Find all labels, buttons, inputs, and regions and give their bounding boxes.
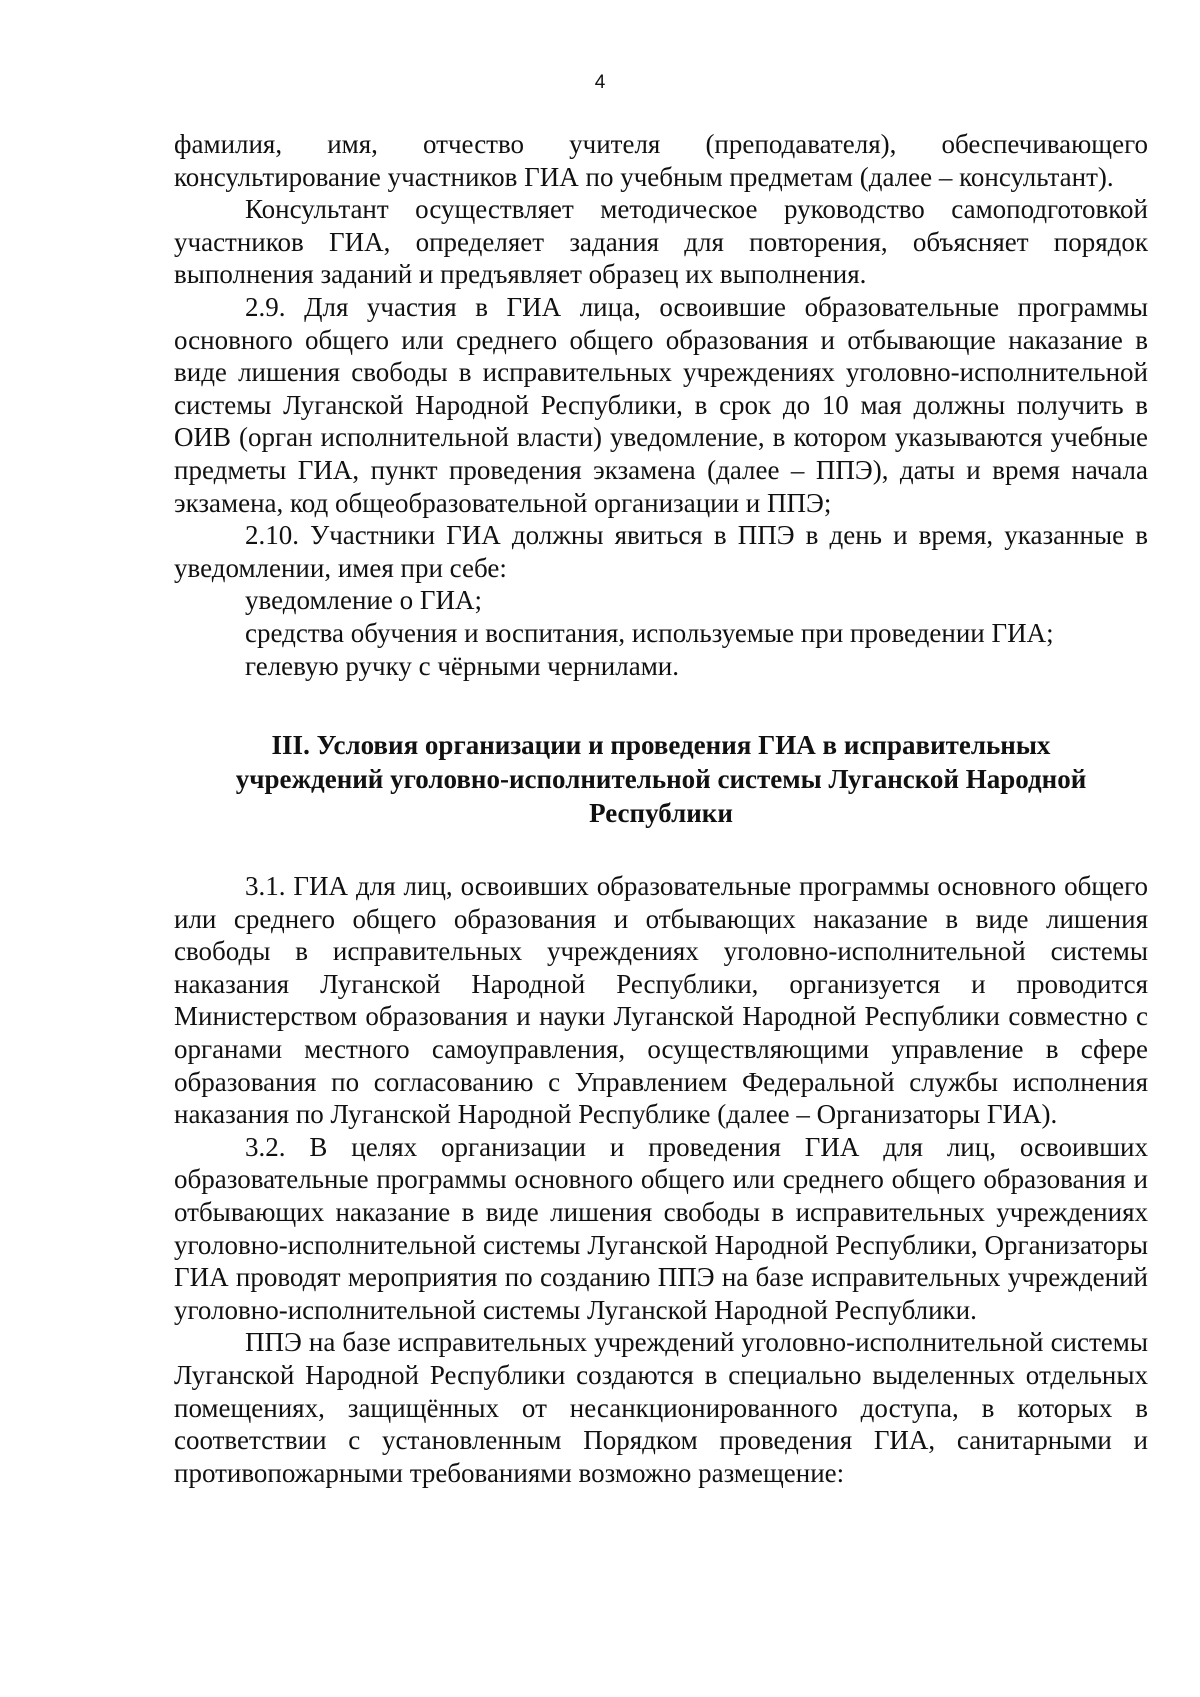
paragraph-continued: фамилия, имя, отчество учителя (преподавателя), обеспечивающего консультирование участников ГИА по учебным предметам (далее – консультант). bbox=[174, 129, 1148, 192]
heading-line-1: III. Условия организации и проведения ГИА в исправительных bbox=[271, 730, 1051, 761]
heading-line-2: учреждений уголовно-исполнительной системы Луганской Народной bbox=[235, 764, 1087, 795]
list-item-gel-pen: гелевую ручку с чёрными чернилами. bbox=[245, 650, 679, 681]
paragraph-2-9: 2.9. Для участия в ГИА лица, освоившие образовательные программы основного общего или среднего общего образования и отбывающие наказание в виде лишения свободы в исправительных учреждениях уголовно-исполнительной системы Луганской Народной Республики, в срок до 10 мая должны получить в ОИВ (орган исполнительной власти) уведомление, в котором указываются учебные предметы ГИА, пункт проведения экзамена (далее – ППЭ), даты и время начала экзамена, код общеобразовательной организации и ППЭ; bbox=[174, 291, 1148, 518]
list-item-notification: уведомление о ГИА; bbox=[245, 585, 482, 616]
paragraph-2-10: 2.10. Участники ГИА должны явиться в ППЭ в день и время, указанные в уведомлении, имея при себе: bbox=[174, 520, 1148, 583]
section-3-heading bbox=[174, 728, 1148, 830]
paragraph-3-1: 3.1. ГИА для лиц, освоивших образовательные программы основного общего или среднего общего образования и отбывающих наказание в виде лишения свободы в исправительных учреждениях уголовно-исполнительной системы наказания Луганской Народной Республики, организуется и проводится Министерством образования и науки Луганской Народной Республики совместно с органами местного самоуправления, осуществляющими управление в сфере образования по согласованию с Управлением Федеральной службы исполнения наказания по Луганской Народной Республике (далее – Организаторы ГИА). bbox=[174, 871, 1148, 1130]
paragraph-consultant: Консультант осуществляет методическое руководство самоподготовкой участников ГИА, определяет задания для повторения, объясняет порядок выполнения заданий и предъявляет образец их выполнения. bbox=[174, 194, 1148, 290]
page-number: 4 bbox=[594, 72, 606, 93]
paragraph-3-2: 3.2. В целях организации и проведения ГИА для лиц, освоивших образовательные программы основного общего или среднего общего образования и отбывающих наказание в виде лишения свободы в исправительных учреждениях уголовно-исполнительной системы Луганской Народной Республики, Организаторы ГИА проводят мероприятия по созданию ППЭ на базе исправительных учреждений уголовно-исполнительной системы Луганской Народной Республики. bbox=[174, 1131, 1148, 1325]
document-body bbox=[174, 128, 1148, 1489]
paragraph-ppe: ППЭ на базе исправительных учреждений уголовно-исполнительной системы Луганской Народной Республики создаются в специально выделенных отдельных помещениях, защищённых от несанкционированного доступа, в которых в соответствии с установленным Порядком проведения ГИА, санитарными и противопожарными требованиями возможно размещение: bbox=[174, 1327, 1148, 1488]
list-item-learning-tools: средства обучения и воспитания, используемые при проведении ГИА; bbox=[245, 617, 1054, 648]
heading-line-3: Республики bbox=[589, 798, 733, 829]
